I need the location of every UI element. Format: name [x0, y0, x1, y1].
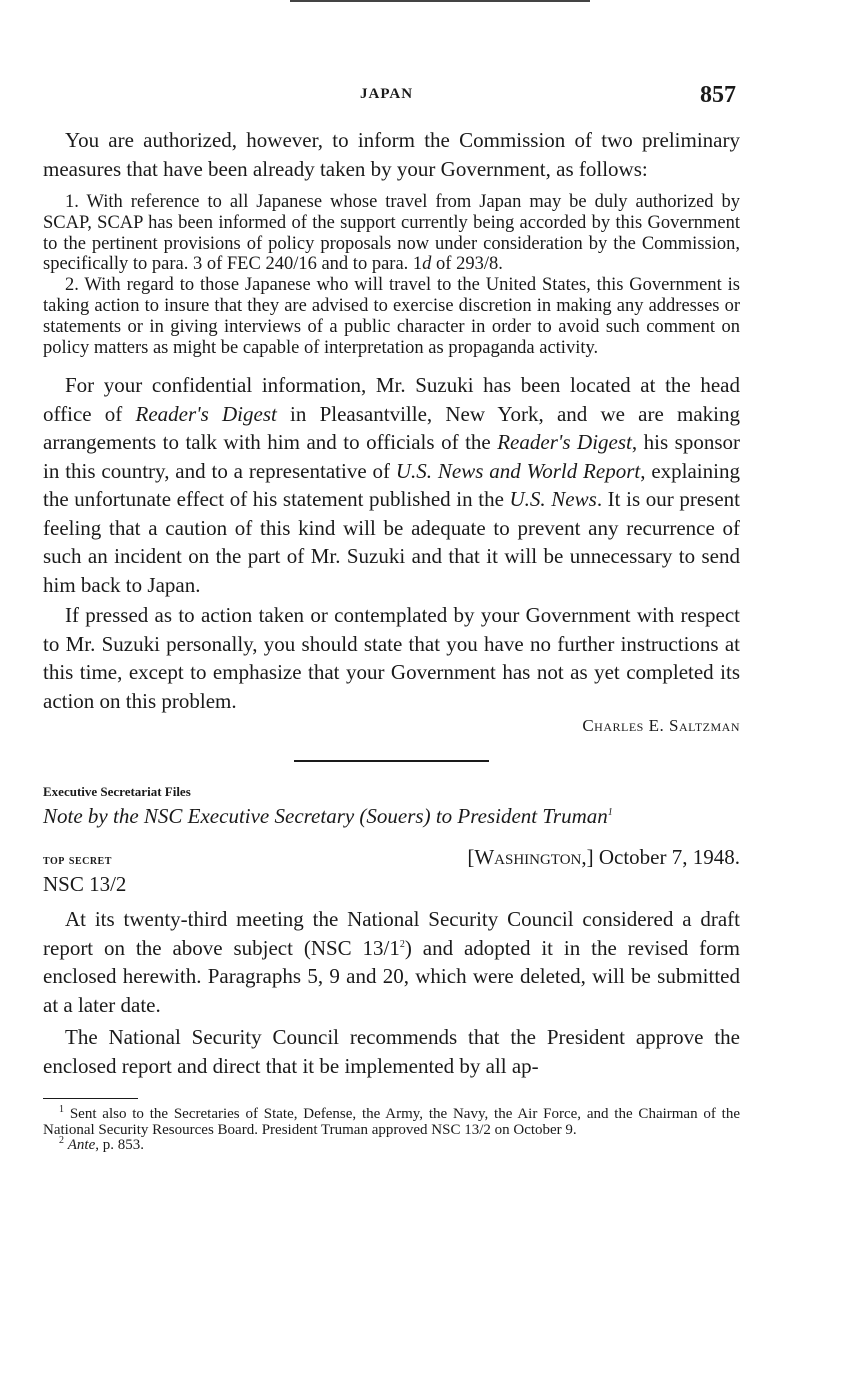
signature: Charles E. Saltzman	[582, 716, 740, 736]
intro-paragraph: You are authorized, however, to inform the Commission of two preliminary measures that have been already taken by your Government, as follows:	[43, 128, 740, 181]
pressed-paragraph: If pressed as to action taken or contemplated by your Government with respect to Mr. Suzuki personally, you should state that you have no further instructions at this time, except to emphasize that your Government has not as yet completed its action on this problem.	[43, 603, 740, 713]
measures-list	[43, 192, 740, 358]
note-paragraph-2: The National Security Council recommends that the President approve the enclosed report and direct that it be implemented by all ap-	[43, 1025, 740, 1078]
page-body	[43, 126, 740, 1154]
classification-label: top secret	[43, 853, 112, 869]
footnote-2: $^2$ Ante, p. 853.	[59, 1135, 144, 1154]
dateline: [Washington,] October 7, 1948.	[467, 845, 740, 870]
page-number: 857	[700, 82, 736, 108]
document-title: Note by the NSC Executive Secretary (Souers) to President Truman$^1$	[43, 804, 613, 829]
running-head: JAPAN	[360, 86, 414, 102]
measure-1: 1. With reference to all Japanese whose travel from Japan may be duly authorized by SCAP, SCAP has been informed of the support currently being accorded by this Government to the pertinent provisions of policy proposals now under consideration by the Commission, specifically to para. 3 of FEC 240/16 and to para. 1d of 293/8.	[43, 192, 740, 275]
source-line: Executive Secretariat Files	[43, 784, 191, 800]
footnote-1: $^1$ Sent also to the Secretaries of State, Defense, the Army, the Navy, the Air Force, and the Chairman of the National Security Resources Board. President Truman approved NSC 13/2 on October 9.	[43, 1104, 741, 1138]
measure-2: 2. With regard to those Japanese who will travel to the United States, this Government is taking action to insure that they are advised to exercise discretion in making any addresses or statements or in giving interviews of a public character in order to avoid such comment on policy matters as might be capable of interpretation as propaganda activity.	[43, 275, 740, 358]
classification-row	[43, 845, 740, 870]
note-paragraph-1: At its twenty-third meeting the National Security Council considered a draft report on the above subject (NSC $13/1^2$) and adopted it in the revised form enclosed herewith. Paragraphs 5, 9 and 20, which were deleted, will be submitted at a later date.	[43, 907, 740, 1017]
confidential-paragraph: For your confidential information, Mr. Suzuki has been located at the head office of Reader's Digest in Pleasantville, New York, and we are making arrangements to talk with him and to officials of the Reader's Digest, his sponsor in this country, and to a representative of U.S. News and World Report, explaining the unfortunate effect of his statement published in the U.S. News. It is our present feeling that a caution of this kind will be adequate to prevent any recurrence of such an incident on the part of Mr. Suzuki and that it will be unnecessary to send him back to Japan.	[43, 373, 740, 597]
section-divider	[294, 760, 489, 762]
footnote-rule	[43, 1098, 138, 1099]
top-edge-rule	[290, 0, 590, 2]
document-number: NSC 13/2	[43, 872, 127, 897]
